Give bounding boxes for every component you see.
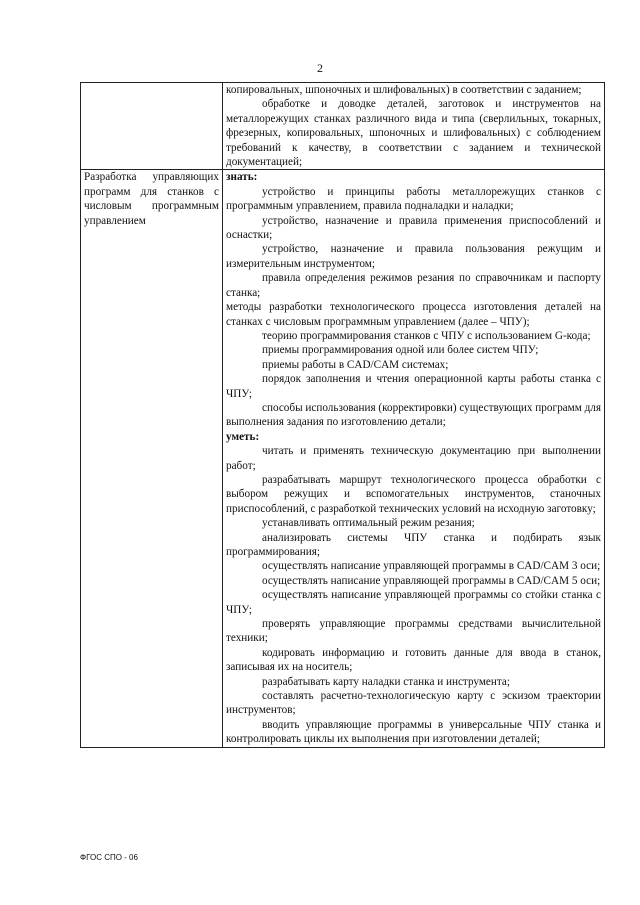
list-item: устройство и принципы работы металлорежущих станков с программным управлением, правила подналадки и наладки; <box>226 185 601 213</box>
list-item: устройство, назначение и правила пользования режущим и измерительным инструментом; <box>226 243 601 270</box>
know-heading: знать: <box>226 171 258 184</box>
know-list <box>226 185 601 430</box>
list-item: вводить управляющие программы в универсальные ЧПУ станка и контролировать циклы их выполнения при изготовлении деталей; <box>226 718 601 746</box>
requirements-cell <box>223 83 605 170</box>
footer-label: ФГОС СПО - 06 <box>80 853 138 862</box>
list-item: разрабатывать маршрут технологического процесса обработки с выбором режущих и вспомогательных инструментов, станочных приспособлений, с разработкой технических условий на исходную заготовку; <box>226 473 601 515</box>
list-item: теорию программирования станков с ЧПУ с использованием G-кода; <box>262 329 591 342</box>
page-number: 2 <box>317 61 323 75</box>
can-heading: уметь: <box>226 430 260 443</box>
list-item: осуществлять написание управляющей программы со стойки станка с ЧПУ; <box>226 589 601 616</box>
list-item: копировальных, шпоночных и шлифовальных) в соответствии с заданием; <box>226 84 582 96</box>
activity-cell <box>81 83 223 170</box>
list-item: составлять расчетно-технологическую карту с эскизом траектории инструментов; <box>226 690 601 717</box>
list-item: методы разработки технологического процесса изготовления деталей на станках с числовым программным управлением (далее – ЧПУ); <box>226 301 601 328</box>
list-item: читать и применять техническую документацию при выполнении работ; <box>226 445 601 472</box>
table-row <box>81 83 605 170</box>
list-item: кодировать информацию и готовить данные для ввода в станок, записывая их на носитель; <box>226 646 601 674</box>
table-row <box>81 170 605 747</box>
list-item: устанавливать оптимальный режим резания; <box>262 517 475 530</box>
list-item: приемы программирования одной или более систем ЧПУ; <box>262 344 539 357</box>
list-item: устройство, назначение и правила применения приспособлений и оснастки; <box>226 214 601 242</box>
list-item: приемы работы в CAD/CAM системах; <box>262 358 449 371</box>
competency-table <box>80 82 605 748</box>
list-item: осуществлять написание управляющей программы в CAD/CAM 5 оси; <box>262 574 601 587</box>
activity-cell <box>81 170 223 747</box>
can-list <box>226 444 601 747</box>
list-item: проверять управляющие программы средствами вычислительной техники; <box>226 618 601 645</box>
activity-name: Разработка управляющих программ для станков с числовым программным управлением <box>84 171 219 227</box>
list-item: правила определения режимов резания по справочникам и паспорту станка; <box>226 272 601 299</box>
requirements-cell <box>223 170 605 747</box>
list-item: разрабатывать карту наладки станка и инструмента; <box>262 675 510 688</box>
list-item: обработке и доводке деталей, заготовок и инструментов на металлорежущих станках различного вида и типа (сверлильных, токарных, фрезерных, копировальных, шпоночных и шлифовальных) с соблюдением требований к качеству, в соответствии с заданием и технической документацией; <box>226 98 601 169</box>
list-item: порядок заполнения и чтения операционной карты работы станка с ЧПУ; <box>226 373 601 400</box>
list-item: осуществлять написание управляющей программы в CAD/CAM 3 оси; <box>262 560 601 573</box>
list-item: способы использования (корректировки) существующих программ для выполнения задания по изготовлению детали; <box>226 401 602 429</box>
list-item: анализировать системы ЧПУ станка и подбирать язык программирования; <box>226 531 601 558</box>
